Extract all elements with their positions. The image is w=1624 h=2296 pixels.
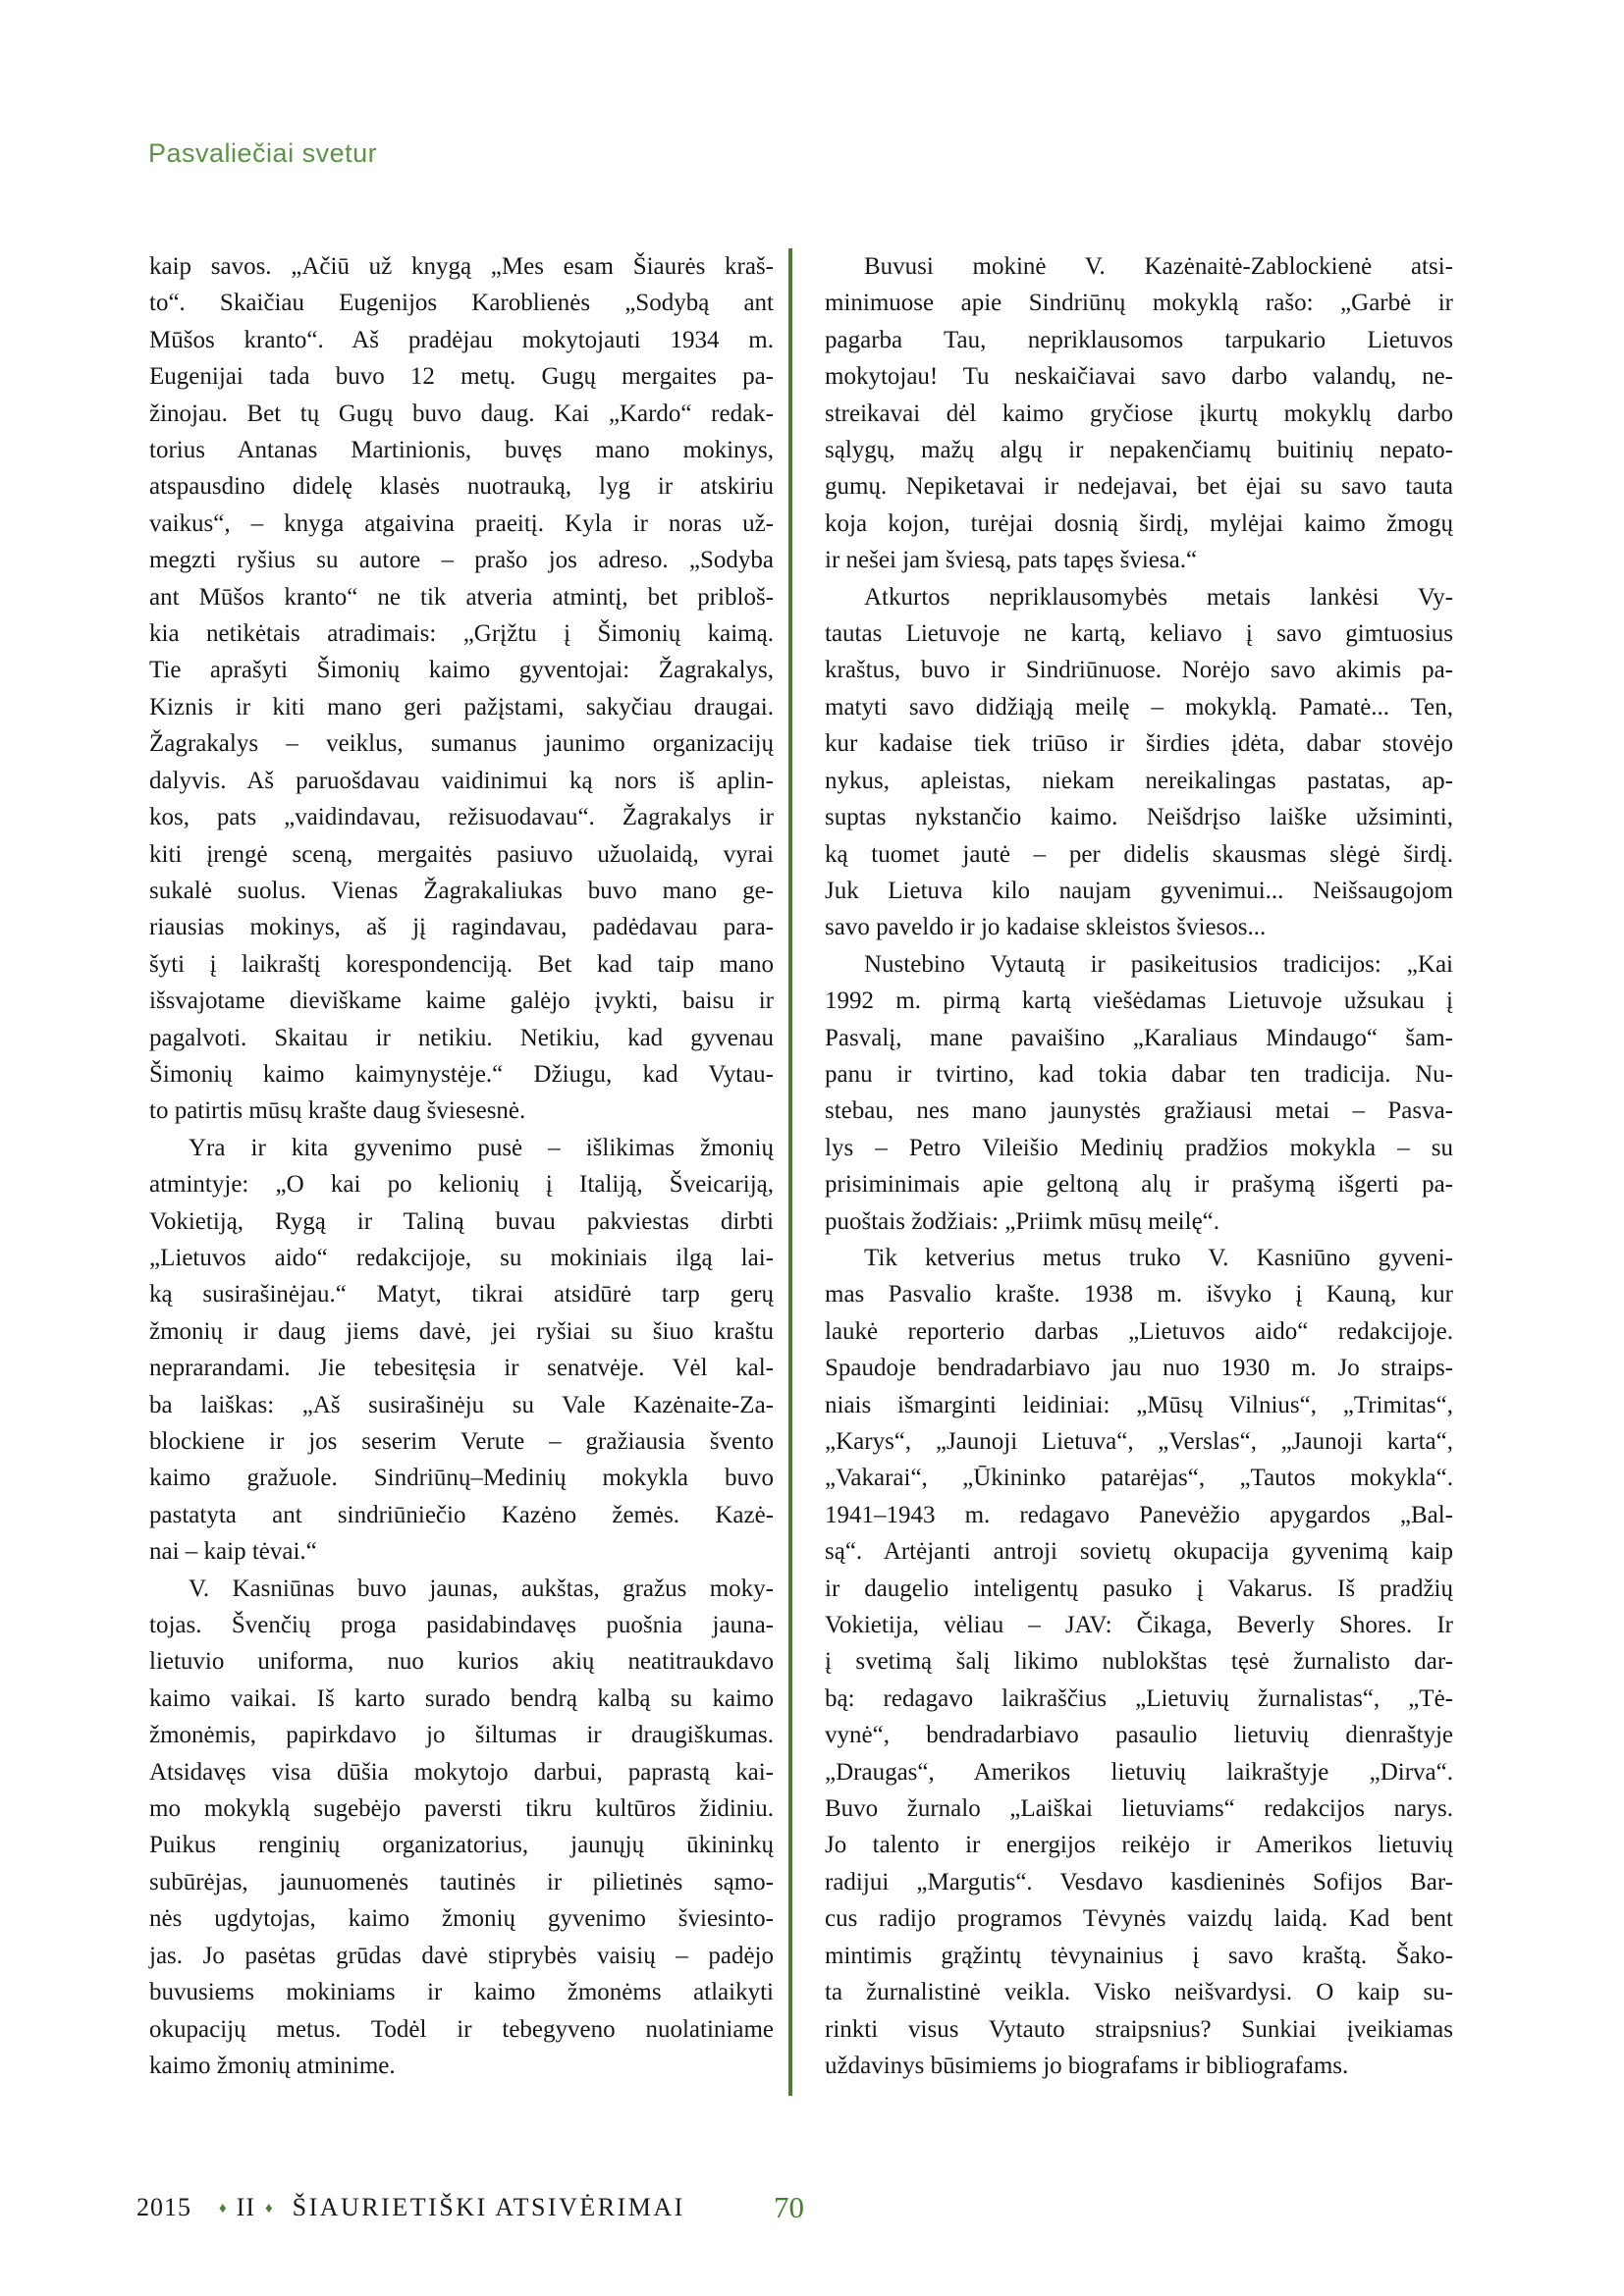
text-line: uždavinys būsimiems jo biografams ir bibliografams. (825, 2052, 1349, 2079)
text-line: puoštais žodžiais: „Priimk mūsų meilę“. (825, 1207, 1220, 1235)
text-line: pagarba Tau, nepriklausomos tarpukario Lietuvos (825, 326, 1453, 353)
text-line: riausias mokinys, aš jį ragindavau, padėdavau para- (149, 914, 774, 941)
page-number: 70 (774, 2190, 804, 2224)
text-line: Šimonių kaimo kaimynystėje.“ Džiugu, kad Vytau- (149, 1060, 774, 1088)
text-line: ant Mūšos kranto“ ne tik atveria atmintį, bet pribloš- (149, 583, 774, 611)
text-line: „Karys“, „Jaunoji Lietuva“, „Verslas“, „Jaunoji karta“, (825, 1428, 1453, 1455)
text-line: rinkti visus Vytauto straipsnius? Sunkiai įveikiamas (825, 2015, 1453, 2043)
text-line: „Vakarai“, „Ūkininko patarėjas“, „Tautos mokykla“. (825, 1465, 1453, 1492)
text-line: są“. Artėjanti antroji sovietų okupacija gyvenimą kaip (825, 1538, 1453, 1566)
text-line: žmonėmis, papirkdavo jo šiltumas ir draugiškumas. (149, 1722, 774, 1749)
text-line: okupacijų metus. Todėl ir tebegyveno nuolatiniame (149, 2015, 774, 2043)
text-line: kaimo gražuole. Sindriūnų–Medinių mokykla buvo (149, 1465, 774, 1492)
text-line: Vokietiją, Rygą ir Taliną buvau pakviestas dirbti (149, 1207, 774, 1235)
text-line: kiti įrengė sceną, mergaitės pasiuvo užuolaidą, vyrai (149, 840, 774, 868)
text-line: niais išmarginti leidiniai: „Mūsų Vilnius“, „Trimitas“, (825, 1391, 1453, 1418)
text-line: Pasvalį, mane pavaišino „Karaliaus Mindaugo“ šam- (825, 1024, 1453, 1051)
text-line: neprarandami. Jie tebesitęsia ir senatvėje. Vėl kal- (149, 1355, 774, 1382)
text-line: Spaudoje bendradarbiavo jau nuo 1930 m. Jo straips- (825, 1355, 1453, 1382)
text-column-left (149, 248, 774, 2084)
text-line: 1941–1943 m. redagavo Panevėžio apygardos „Bal- (825, 1501, 1453, 1528)
column-divider-rule (788, 248, 792, 2096)
text-line: koja kojon, turėjai dosnią širdį, mylėjai kaimo žmogų (825, 509, 1453, 537)
text-line: gumų. Nepiketavai ir nedejavai, bet ėjai su savo tauta (825, 473, 1453, 501)
text-line: nykus, apleistas, niekam nereikalingas pastatas, ap- (825, 767, 1453, 794)
text-line: „Lietuvos aido“ redakcijoje, su mokiniais ilgą lai- (149, 1244, 774, 1271)
text-line: cus radijo programos Tėvynės vaizdų laidą. Kad bent (825, 1905, 1453, 1933)
text-line: minimuose apie Sindriūnų mokyklą rašo: „Garbė ir (825, 290, 1453, 317)
footer-year: 2015 (136, 2193, 191, 2221)
text-line: pastatyta ant sindriūniečio Kazėno žemės. Kazė- (149, 1501, 774, 1528)
text-line: to“. Skaičiau Eugenijos Karoblienės „Sodybą ant (149, 290, 774, 317)
text-line: Atkurtos nepriklausomybės metais lankėsi Vy- (864, 583, 1453, 611)
text-line: ir nešei jam šviesą, pats tapęs šviesa.“ (825, 547, 1198, 574)
text-line: Žagrakalys – veiklus, sumanus jaunimo organizacijų (149, 730, 774, 758)
text-line: mintimis grąžintų tėvynainius į savo kraštą. Šako- (825, 1942, 1453, 1969)
footer-issue-number: II (236, 2193, 255, 2221)
text-line: prisiminimais apie geltoną alų ir prašymą išgerti pa- (825, 1171, 1453, 1199)
text-line: Buvo žurnalo „Laiškai lietuviams“ redakcijos narys. (825, 1795, 1453, 1823)
text-line: Tie aprašyti Šimonių kaimo gyventojai: Žagrakalys, (149, 657, 774, 684)
text-line: bą: redagavo laikraščius „Lietuvių žurnalistas“, „Tė- (825, 1684, 1453, 1712)
text-line: Yra ir kita gyvenimo pusė – išlikimas žmonių (189, 1134, 774, 1161)
text-line: suptas nykstančio kaimo. Neišdrįso laiške užsiminti, (825, 804, 1453, 831)
text-line: megzti ryšius su autore – prašo jos adreso. „Sodyba (149, 547, 774, 574)
text-line: žinojau. Bet tų Gugų buvo daug. Kai „Kardo“ redak- (149, 400, 774, 427)
text-line: Puikus renginių organizatorius, jaunųjų ūkininkų (149, 1832, 774, 1859)
text-line: „Draugas“, Amerikos lietuvių laikraštyje „Dirva“. (825, 1758, 1453, 1786)
footer-journal-title: ŠIAURIETIŠKI ATSIVĖRIMAI (292, 2193, 685, 2221)
text-line: tautas Lietuvoje ne kartą, keliavo į savo gimtuosius (825, 620, 1453, 648)
text-line: Buvusi mokinė V. Kazėnaitė-Zablockienė atsi- (864, 253, 1453, 280)
text-line: laukė reporterio darbas „Lietuvos aido“ redakcijoje. (825, 1317, 1453, 1345)
text-line: Atsidavęs visa dūšia mokytojo darbui, paprastą kai- (149, 1758, 774, 1786)
text-line: subūrėjas, jaunuomenės tautinės ir pilietinės sąmo- (149, 1868, 774, 1896)
text-line: mo mokyklą sugebėjo paversti tikru kultūros židiniu. (149, 1795, 774, 1823)
text-line: ir daugelio inteligentų pasuko į Vakarus. Iš pradžių (825, 1575, 1453, 1602)
text-line: kos, pats „vaidindavau, režisuodavau“. Žagrakalys ir (149, 804, 774, 831)
text-line: Vokietija, vėliau – JAV: Čikaga, Beverly Shores. Ir (825, 1612, 1453, 1639)
text-line: stebau, nes mano jaunystės gražiausi metai – Pasva- (825, 1097, 1453, 1125)
text-line: Mūšos kranto“. Aš pradėjau mokytojauti 1934 m. (149, 326, 774, 353)
text-line: radijui „Margutis“. Vesdavo kasdieninės Sofijos Bar- (825, 1868, 1453, 1896)
text-line: kia netikėtais atradimais: „Grįžtu į Šimonių kaimą. (149, 620, 774, 648)
text-line: pagalvoti. Skaitau ir netikiu. Netikiu, kad gyvenau (149, 1024, 774, 1051)
text-line: išsvajotame dieviškame kaime galėjo įvykti, baisu ir (149, 988, 774, 1015)
text-line: nės ugdytojas, kaimo žmonių gyvenimo šviesinto- (149, 1905, 774, 1933)
text-line: jas. Jo pasėtas grūdas davė stiprybės vaisių – padėjo (149, 1942, 774, 1969)
text-line: Juk Lietuva kilo naujam gyvenimui... Neišsaugojom (825, 877, 1453, 904)
text-line: vaikus“, – knyga atgaivina praeitį. Kyla ir noras už- (149, 509, 774, 537)
text-line: Eugenijai tada buvo 12 metų. Gugų mergaites pa- (149, 363, 774, 391)
text-line: savo paveldo ir jo kadaise skleistos šviesos... (825, 914, 1267, 941)
text-line: 1992 m. pirmą kartą viešėdamas Lietuvoje užsukau į (825, 988, 1453, 1015)
text-line: sąlygų, mažų algų ir nepakenčiamų buitinių nepato- (825, 437, 1453, 464)
text-line: į svetimą šalį likimo nublokštas tęsė žurnalisto dar- (825, 1648, 1453, 1676)
text-line: matyti savo didžiąją meilę – mokyklą. Pamatė... Ten, (825, 693, 1453, 721)
text-line: ką tuomet jautė – per didelis skausmas slėgė širdį. (825, 840, 1453, 868)
text-line: torius Antanas Martinionis, buvęs mano mokinys, (149, 437, 774, 464)
text-line: kur kadaise tiek triūso ir širdies įdėta, dabar stovėjo (825, 730, 1453, 758)
text-line: lys – Petro Vileišio Medinių pradžios mokykla – su (825, 1134, 1453, 1161)
running-head-title: Pasvaliečiai svetur (148, 138, 378, 168)
text-line: ką susirašinėjau.“ Matyt, tikrai atsidūrė tarp gerų (149, 1281, 774, 1308)
text-line: to patirtis mūsų krašte daug šviesesnė. (149, 1097, 526, 1125)
text-line: ba laiškas: „Aš susirašinėju su Vale Kazėnaite-Za- (149, 1391, 774, 1418)
text-line: buvusiems mokiniams ir kaimo žmonėms atlaikyti (149, 1979, 774, 2006)
text-line: nai – kaip tėvai.“ (149, 1538, 317, 1566)
text-line: streikavai dėl kaimo gryčiose įkurtų mokyklų darbo (825, 400, 1453, 427)
text-column-right (825, 248, 1453, 2084)
text-line: kaip savos. „Ačiū už knygą „Mes esam Šiaurės kraš- (149, 253, 774, 280)
text-line: mokytojau! Tu neskaičiavai savo darbo valandų, ne- (825, 363, 1453, 391)
text-line: V. Kasniūnas buvo jaunas, aukštas, gražus moky- (189, 1575, 774, 1602)
text-line: kaimo vaikai. Iš karto surado bendrą kalbą su kaimo (149, 1684, 774, 1712)
text-line: tojas. Švenčių proga pasidabindavęs puošnia jauna- (149, 1612, 774, 1639)
page-footer (136, 2193, 685, 2222)
text-line: atmintyje: „O kai po kelionių į Italiją, Šveicariją, (149, 1171, 774, 1199)
text-line: atspausdino didelę klasės nuotrauką, lyg ir atskiriu (149, 473, 774, 501)
text-line: blockiene ir jos seserim Verute – gražiausia švento (149, 1428, 774, 1455)
text-line: šyti į laikraštį korespondenciją. Bet kad taip mano (149, 950, 774, 978)
text-line: Nustebino Vytautą ir pasikeitusios tradicijos: „Kai (864, 950, 1453, 978)
text-line: sukalė suolus. Vienas Žagrakaliukas buvo mano ge- (149, 877, 774, 904)
text-line: panu ir tvirtino, kad tokia dabar ten tradicija. Nu- (825, 1060, 1453, 1088)
text-line: kaimo žmonių atminime. (149, 2052, 396, 2079)
text-line: dalyvis. Aš paruošdavau vaidinimui ką nors iš aplin- (149, 767, 774, 794)
diamond-separator-icon: ♦ (264, 2201, 273, 2216)
text-line: Tik ketverius metus truko V. Kasniūno gyveni- (864, 1244, 1453, 1271)
text-line: žmonių ir daug jiems davė, jei ryšiai su šiuo kraštu (149, 1317, 774, 1345)
text-line: kraštus, buvo ir Sindriūnuose. Norėjo savo akimis pa- (825, 657, 1453, 684)
diamond-separator-icon: ♦ (219, 2201, 227, 2216)
text-line: lietuvio uniforma, nuo kurios akių neatitraukdavo (149, 1648, 774, 1676)
text-line: vynė“, bendradarbiavo pasaulio lietuvių dienraštyje (825, 1722, 1453, 1749)
text-line: ta žurnalistinė veikla. Visko neišvardysi. O kaip su- (825, 1979, 1453, 2006)
text-line: Jo talento ir energijos reikėjo ir Amerikos lietuvių (825, 1832, 1453, 1859)
text-line: mas Pasvalio krašte. 1938 m. išvyko į Kauną, kur (825, 1281, 1453, 1308)
text-line: Kiznis ir kiti mano geri pažįstami, sakyčiau draugai. (149, 693, 774, 721)
